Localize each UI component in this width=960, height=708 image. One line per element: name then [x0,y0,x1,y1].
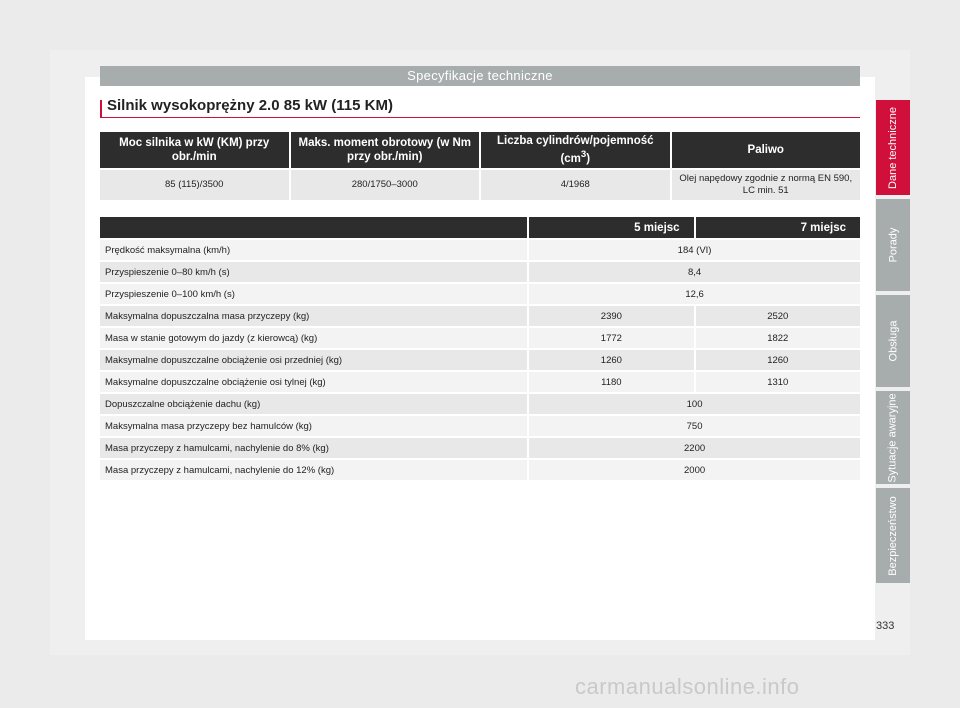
spec-row-label: Maksymalna dopuszczalna masa przyczepy (kg) [100,306,527,326]
tab-porady[interactable] [876,199,910,291]
engine-cell-cylinders: 4/1968 [481,170,670,200]
chapter-header: Specyfikacje techniczne [100,66,860,86]
spec-row-value: 12,6 [529,284,860,304]
spec-row-label: Dopuszczalne obciążenie dachu (kg) [100,394,527,414]
table-row [100,284,860,304]
spec-row-value: 8,4 [529,262,860,282]
table-row [100,372,860,392]
engine-header-cylinders-sup: 3 [580,149,587,161]
engine-cell-torque: 280/1750–3000 [291,170,480,200]
table-row [100,262,860,282]
spec-row-label: Przyspieszenie 0–100 km/h (s) [100,284,527,304]
spec-header-7-seats: 7 miejsc [696,217,860,238]
spec-row-value-5-seats: 2390 [529,306,693,326]
table-row [100,438,860,458]
spec-row-value: 100 [529,394,860,414]
tab-obsluga[interactable] [876,295,910,387]
tab-label: Sytuacje awaryjne [887,392,899,483]
spec-row-value-7-seats: 2520 [696,306,860,326]
spec-row-label: Maksymalne dopuszczalne obciążenie osi przedniej (kg) [100,350,527,370]
spec-row-value-5-seats: 1772 [529,328,693,348]
engine-table-header-row [100,132,860,168]
spec-row-label: Masa przyczepy z hamulcami, nachylenie do 8% (kg) [100,438,527,458]
spec-row-value-5-seats: 1260 [529,350,693,370]
tab-dane-techniczne[interactable] [876,100,910,195]
title-accent-bar [100,100,102,118]
spec-row-value: 2000 [529,460,860,480]
engine-cell-power: 85 (115)/3500 [100,170,289,200]
engine-header-power: Moc silnika w kW (KM) przy obr./min [100,132,289,168]
engine-table [98,130,862,202]
engine-header-torque: Maks. moment obrotowy (w Nm przy obr./min) [291,132,480,168]
tab-label: Bezpieczeństwo [887,495,899,576]
spec-row-value: 750 [529,416,860,436]
table-row [100,240,860,260]
spec-table-header-row [100,217,860,238]
spec-table-body [100,240,860,480]
spec-row-label: Masa przyczepy z hamulcami, nachylenie do 12% (kg) [100,460,527,480]
page-number: 333 [876,620,895,632]
engine-header-cylinders-text: Liczba cylindrów/pojemność (cm [496,135,654,165]
spec-row-value-7-seats: 1822 [696,328,860,348]
engine-table-row [100,170,860,200]
spec-row-value: 2200 [529,438,860,458]
tab-label: Dane techniczne [887,106,900,189]
watermark: carmanualsonline.info [575,674,800,699]
tab-label: Obsługa [887,320,900,362]
table-row [100,350,860,370]
engine-header-fuel: Paliwo [672,132,861,168]
tab-sytuacje-awaryjne[interactable] [876,391,910,484]
spec-row-value: 184 (VI) [529,240,860,260]
engine-cell-fuel: Olej napędowy zgodnie z normą EN 590, LC min. 51 [672,170,861,200]
table-row [100,328,860,348]
tab-bezpieczenstwo[interactable] [876,488,910,583]
table-row [100,306,860,326]
spec-row-label: Przyspieszenie 0–80 km/h (s) [100,262,527,282]
table-row [100,394,860,414]
spec-row-value-5-seats: 1180 [529,372,693,392]
section-title: Silnik wysokoprężny 2.0 85 kW (115 KM) [107,97,393,114]
engine-header-cylinders [481,132,670,168]
spec-row-label: Prędkość maksymalna (km/h) [100,240,527,260]
table-row [100,460,860,480]
spec-row-value-7-seats: 1260 [696,350,860,370]
spec-row-value-7-seats: 1310 [696,372,860,392]
title-underline [100,117,860,118]
spec-row-label: Maksymalne dopuszczalne obciążenie osi tylnej (kg) [100,372,527,392]
tab-label: Porady [887,227,900,263]
spec-row-label: Masa w stanie gotowym do jazdy (z kierowcą) (kg) [100,328,527,348]
spec-header-5-seats: 5 miejsc [529,217,693,238]
table-row [100,416,860,436]
spec-header-blank [100,217,527,238]
spec-table [98,215,862,482]
spec-row-label: Maksymalna masa przyczepy bez hamulców (kg) [100,416,527,436]
engine-header-cylinders-tail: ) [586,152,591,165]
